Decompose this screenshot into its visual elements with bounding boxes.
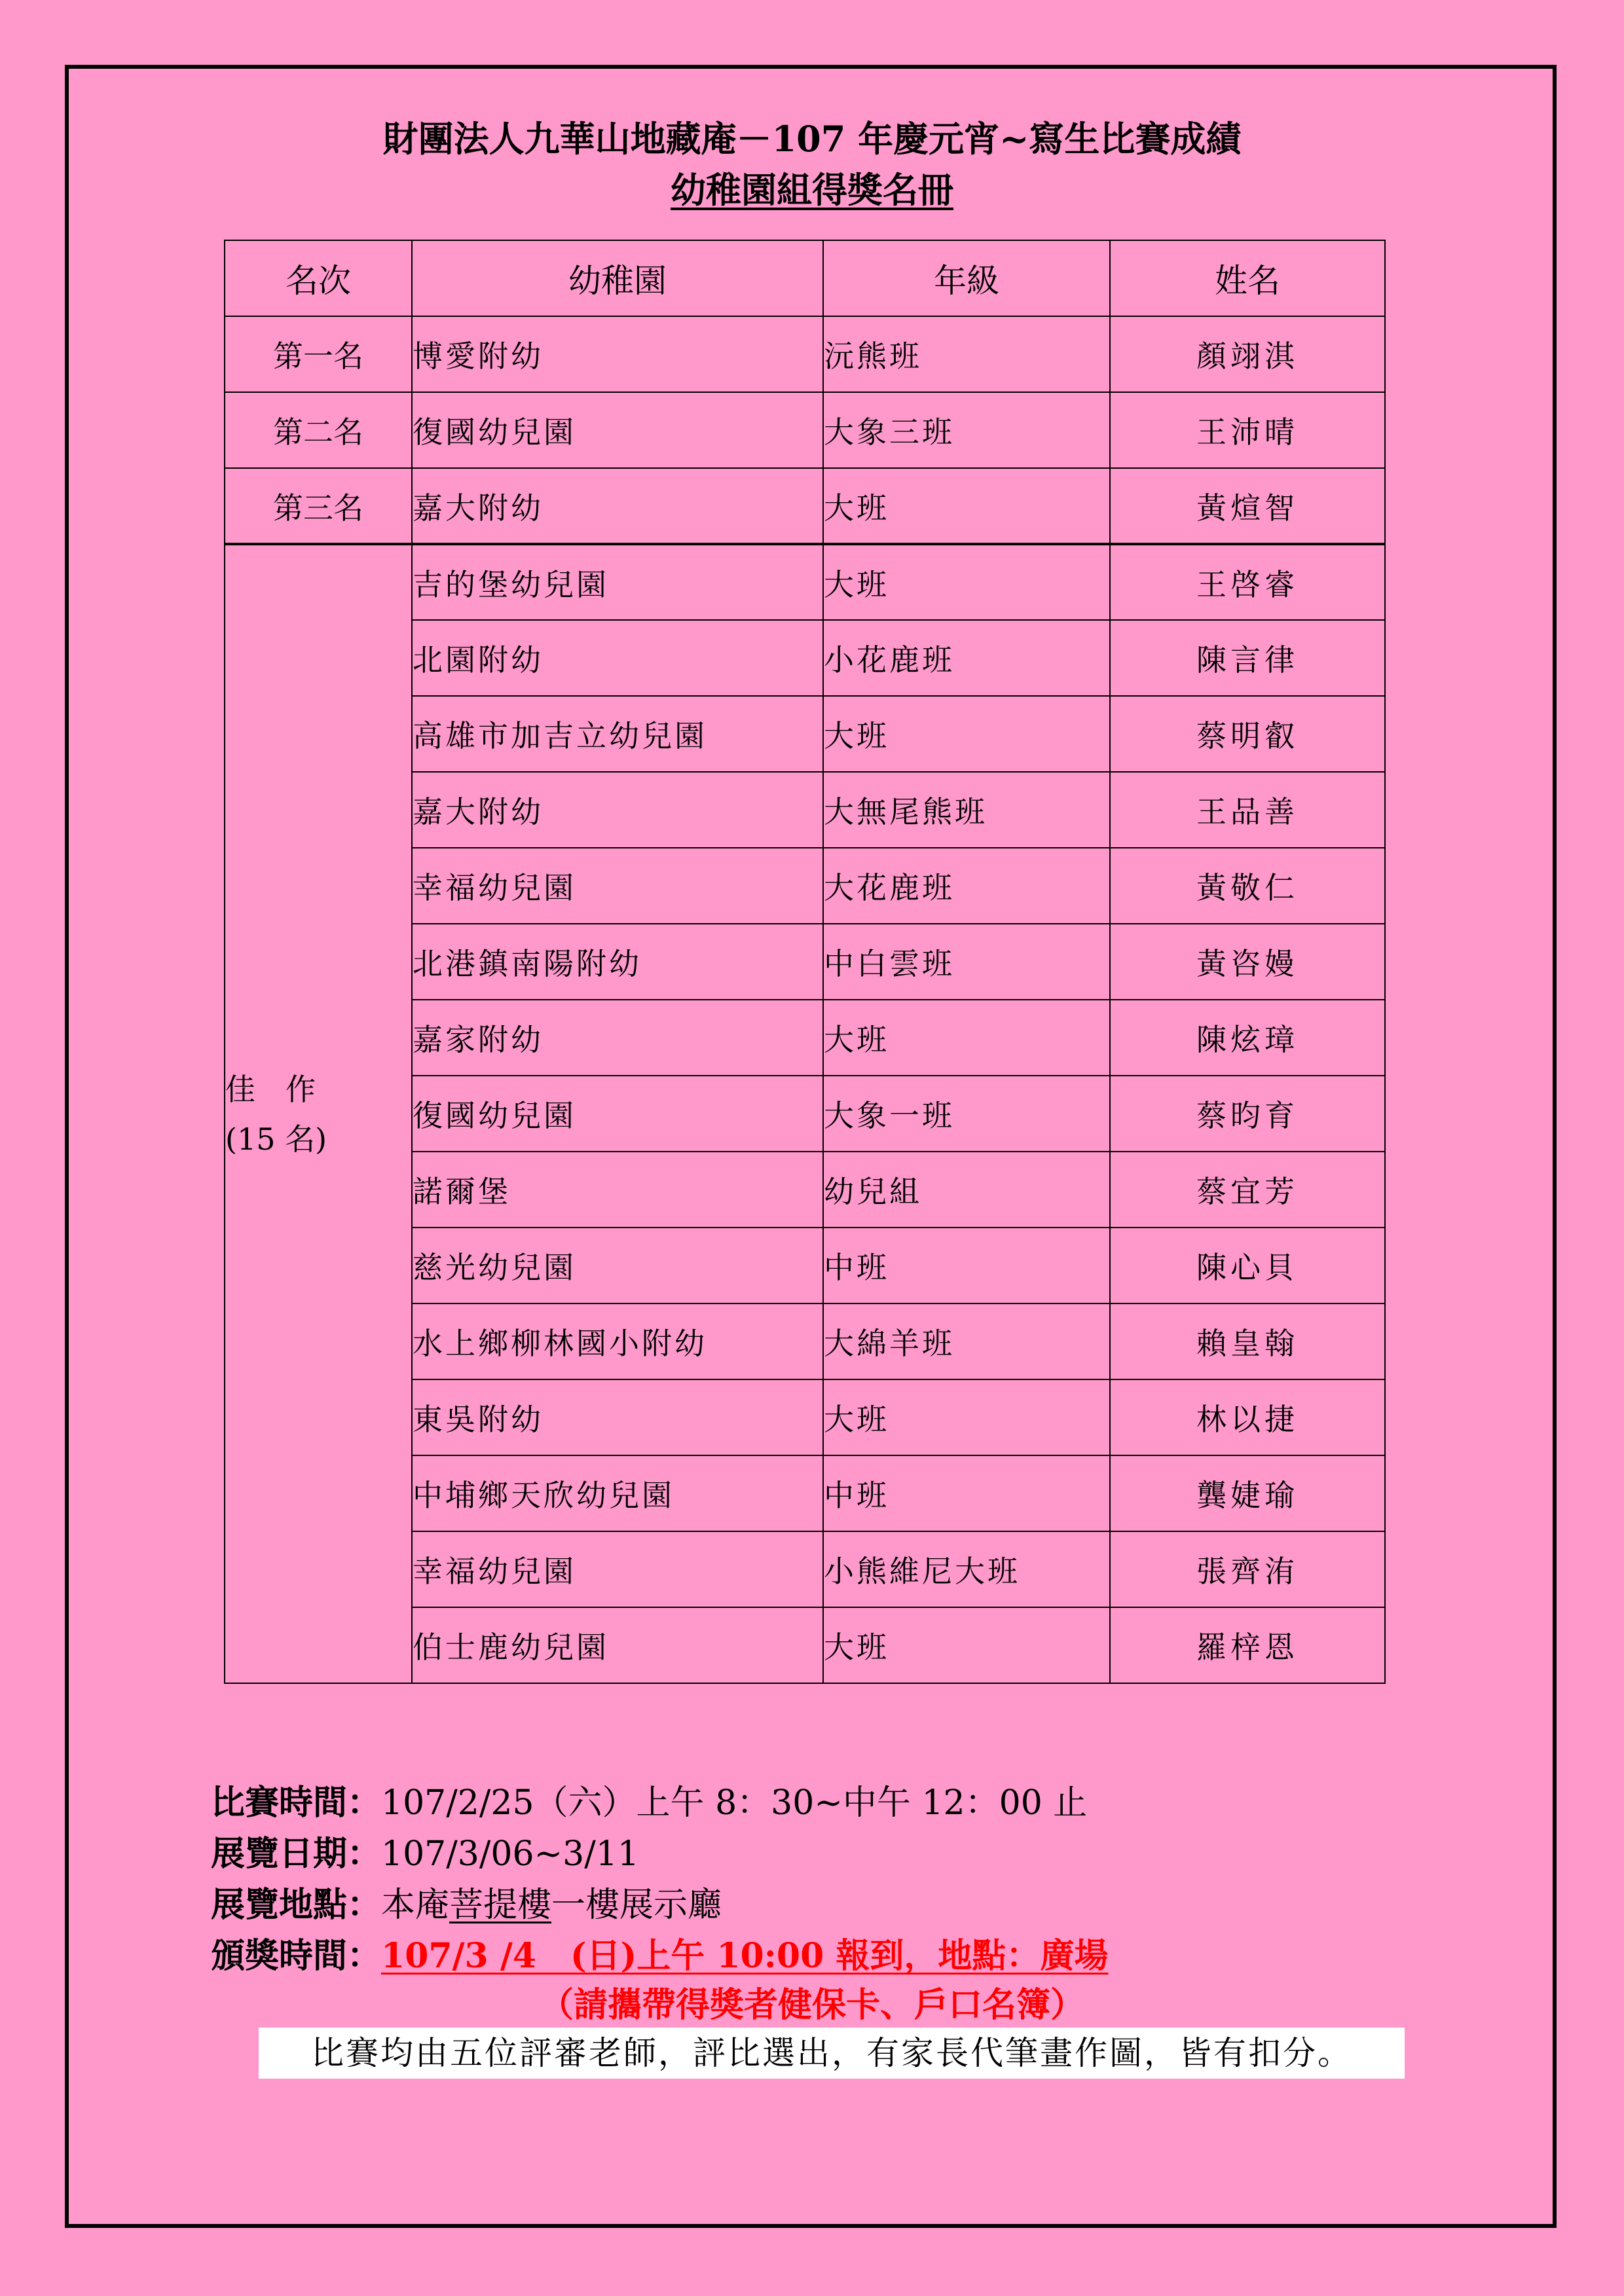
award-note: （請攜帶得獎者健保卡、戶口名簿）: [539, 1985, 1084, 2025]
grade-cell: 大班: [823, 468, 1110, 544]
grade-cell: 中班: [823, 1228, 1110, 1303]
table-row: [225, 316, 1385, 392]
kindergarten-cell: 高雄市加吉立幼兒園: [412, 696, 823, 772]
name-cell: 顏翊淇: [1110, 316, 1385, 392]
grade-cell: 大班: [823, 696, 1110, 772]
kindergarten-cell: 嘉大附幼: [412, 468, 823, 544]
grade-cell: 大無尾熊班: [823, 772, 1110, 848]
kindergarten-cell: 幸福幼兒園: [412, 848, 823, 924]
kindergarten-cell: 諾爾堡: [412, 1152, 823, 1228]
name-cell: 蔡宜芳: [1110, 1152, 1385, 1228]
page-subtitle: [0, 169, 1624, 211]
kindergarten-cell: 幸福幼兒園: [412, 1531, 823, 1607]
name-cell: 陳心貝: [1110, 1228, 1385, 1303]
name-cell: 蔡明叡: [1110, 696, 1385, 772]
grade-cell: 中班: [823, 1455, 1110, 1531]
kindergarten-cell: 慈光幼兒園: [412, 1228, 823, 1303]
grade-cell: 大綿羊班: [823, 1303, 1110, 1379]
name-cell: 黃敬仁: [1110, 848, 1385, 924]
header-name: 姓名: [1110, 240, 1385, 316]
kindergarten-cell: 東吳附幼: [412, 1379, 823, 1455]
grade-cell: 中白雲班: [823, 924, 1110, 1000]
header-rank: 名次: [225, 240, 412, 316]
table-header-row: [225, 240, 1385, 316]
name-cell: 陳炫璋: [1110, 1000, 1385, 1076]
name-cell: 龔婕瑜: [1110, 1455, 1385, 1531]
results-table: [224, 240, 1386, 1684]
grade-cell: 幼兒組: [823, 1152, 1110, 1228]
rank-cell: 第一名: [225, 316, 412, 392]
header-grade: 年級: [823, 240, 1110, 316]
grade-cell: 大象一班: [823, 1076, 1110, 1152]
kindergarten-cell: 復國幼兒園: [412, 1076, 823, 1152]
kindergarten-cell: 博愛附幼: [412, 316, 823, 392]
kindergarten-cell: 北港鎮南陽附幼: [412, 924, 823, 1000]
page-title: 財團法人九華山地藏庵－107 年慶元宵~寫生比賽成績: [382, 118, 1242, 160]
grade-cell: 小熊維尼大班: [823, 1531, 1110, 1607]
contest-time: [211, 1777, 1087, 1829]
kindergarten-cell: 吉的堡幼兒園: [412, 544, 823, 620]
grade-cell: 小花鹿班: [823, 620, 1110, 696]
exhibit-place-label: 展覽地點：: [211, 1885, 382, 1925]
table-row: [225, 468, 1385, 544]
name-cell: 林以捷: [1110, 1379, 1385, 1455]
name-cell: 王品善: [1110, 772, 1385, 848]
header-kindergarten: 幼稚園: [412, 240, 823, 316]
subtitle-text: 幼稚園組得獎名冊: [671, 169, 953, 211]
contest-time-value: 107/2/25（六）上午 8：30~中午 12：00 止: [381, 1783, 1088, 1823]
exhibit-place-post: 一樓展示廳: [551, 1886, 722, 1925]
exhibit-place: [211, 1880, 722, 1931]
name-cell: 羅梓恩: [1110, 1607, 1385, 1683]
name-cell: 張齊洧: [1110, 1531, 1385, 1607]
grade-cell: 大花鹿班: [823, 848, 1110, 924]
honorable-mention-label: [225, 544, 412, 1683]
grade-cell: 大班: [823, 1000, 1110, 1076]
award-time: [211, 1931, 1108, 1982]
grade-cell: 沅熊班: [823, 316, 1110, 392]
kindergarten-cell: 北園附幼: [412, 620, 823, 696]
exhibit-date-label: 展覽日期：: [211, 1834, 382, 1874]
grade-cell: 大班: [823, 1379, 1110, 1455]
judging-note: 比賽均由五位評審老師，評比選出，有家長代筆畫作圖，皆有扣分。: [259, 2028, 1405, 2079]
award-time-label: 頒獎時間：: [211, 1936, 382, 1976]
contest-time-label: 比賽時間：: [211, 1783, 382, 1823]
kindergarten-cell: 水上鄉柳林國小附幼: [412, 1303, 823, 1379]
name-cell: 蔡昀育: [1110, 1076, 1385, 1152]
kindergarten-cell: 復國幼兒園: [412, 392, 823, 468]
exhibit-place-pre: 本庵: [381, 1886, 450, 1925]
kindergarten-cell: 嘉大附幼: [412, 772, 823, 848]
table-row: [225, 392, 1385, 468]
grade-cell: 大象三班: [823, 392, 1110, 468]
table-row: [225, 544, 1385, 620]
exhibit-date-value: 107/3/06~3/11: [381, 1834, 639, 1874]
honorable-mention-title: 佳 作: [225, 1071, 316, 1107]
grade-cell: 大班: [823, 1607, 1110, 1683]
kindergarten-cell: 嘉家附幼: [412, 1000, 823, 1076]
exhibit-date: [211, 1829, 639, 1880]
name-cell: 王沛晴: [1110, 392, 1385, 468]
award-time-value: 107/3 /4 (日)上午 10:00 報到，地點：廣場: [381, 1936, 1109, 1976]
honorable-mention-count: (15 名): [225, 1121, 327, 1157]
name-cell: 陳言律: [1110, 620, 1385, 696]
rank-cell: 第二名: [225, 392, 412, 468]
name-cell: 黃咨嫚: [1110, 924, 1385, 1000]
kindergarten-cell: 伯士鹿幼兒園: [412, 1607, 823, 1683]
name-cell: 黃煊智: [1110, 468, 1385, 544]
name-cell: 王啓睿: [1110, 544, 1385, 620]
grade-cell: 大班: [823, 544, 1110, 620]
name-cell: 賴皇翰: [1110, 1303, 1385, 1379]
rank-cell: 第三名: [225, 468, 412, 544]
exhibit-place-building: 菩提樓: [449, 1886, 552, 1925]
kindergarten-cell: 中埔鄉天欣幼兒園: [412, 1455, 823, 1531]
